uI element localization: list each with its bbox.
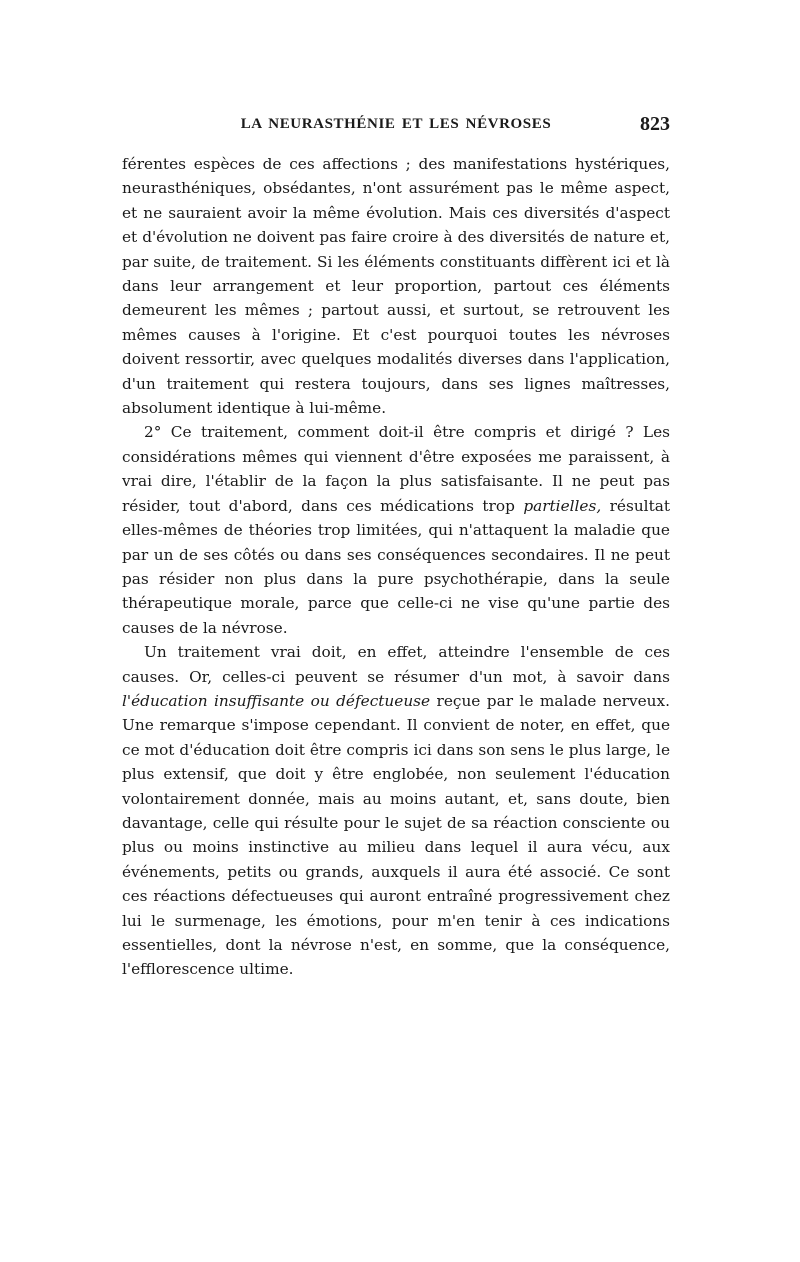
page-number: 823 <box>640 113 670 135</box>
paragraph-1 <box>122 152 670 420</box>
paragraph-1-text: férentes espèces de ces affections ; des manifestations hystériques, neurasthéniques, obsédantes, n'ont assurément pas le même aspect, et ne sauraient avoir la même évolution. Mais ces diversités d'aspect et d'évolution ne doivent pas faire croire à des diversités de nature et, par suite, de traitement. Si les éléments constituants diffèrent ici et là dans leur arrangement et leur proportion, partout ces éléments demeurent les mêmes ; partout aussi, et surtout, se retrouvent les mêmes causes à l'origine. Et c'est pourquoi toutes les névroses doivent ressortir, avec quelques modalités diverses dans l'application, d'un traitement qui restera toujours, dans ses lignes maîtresses, absolument identique à lui-même. <box>122 155 670 418</box>
paragraph-2 <box>122 420 670 640</box>
running-title: LA NEURASTHÉNIE ET LES NÉVROSES <box>240 116 552 132</box>
paragraph-2-text-a: 2° Ce traitement, comment doit-il être compris et dirigé ? Les considérations mêmes qui viennent d'être exposées me paraissent, à vrai dire, l'établir de la façon la plus satisfaisante. Il ne peut pas résider, tout d'abord, dans ces médications trop <box>122 423 670 515</box>
paragraph-3 <box>122 640 670 982</box>
running-head <box>122 113 670 140</box>
paragraph-3-text-a: Un traitement vrai doit, en effet, atteindre l'ensemble de ces causes. Or, celles-ci peuvent se résumer d'un mot, à savoir dans <box>122 643 670 686</box>
paragraph-3-text-b: reçue par le malade nerveux. Une remarque s'impose cependant. Il convient de noter, en effet, que ce mot d'éducation doit être compris ici dans son sens le plus large, le plus extensif, que doit y être englobée, non seulement l'éducation volontairement donnée, mais au moins autant, et, sans doute, bien davantage, celle qui résulte pour le sujet de sa réaction consciente ou plus ou moins instinctive au milieu dans lequel il aura vécu, aux événements, petits ou grands, auxquels il aura été associé. Ce sont ces réactions défectueuses qui auront entraîné progressivement chez lui le surmenage, les émotions, pour m'en tenir à ces indications essentielles, dont la névrose n'est, en somme, que la conséquence, l'efflorescence ultime. <box>122 691 670 979</box>
body-text <box>122 152 670 982</box>
paragraph-3-emphasis: l'éducation insuffisante ou défectueuse <box>122 691 431 710</box>
paragraph-2-emphasis: partielles, <box>523 496 602 515</box>
paragraph-2-text-b: résultat elles-mêmes de théories trop limitées, qui n'attaquent la maladie que par un de ses côtés ou dans ses conséquences secondaires. Il ne peut pas résider non plus dans la pure psychothérapie, dans la seule thérapeutique morale, parce que celle-ci ne vise qu'une partie des causes de la névrose. <box>122 496 670 637</box>
